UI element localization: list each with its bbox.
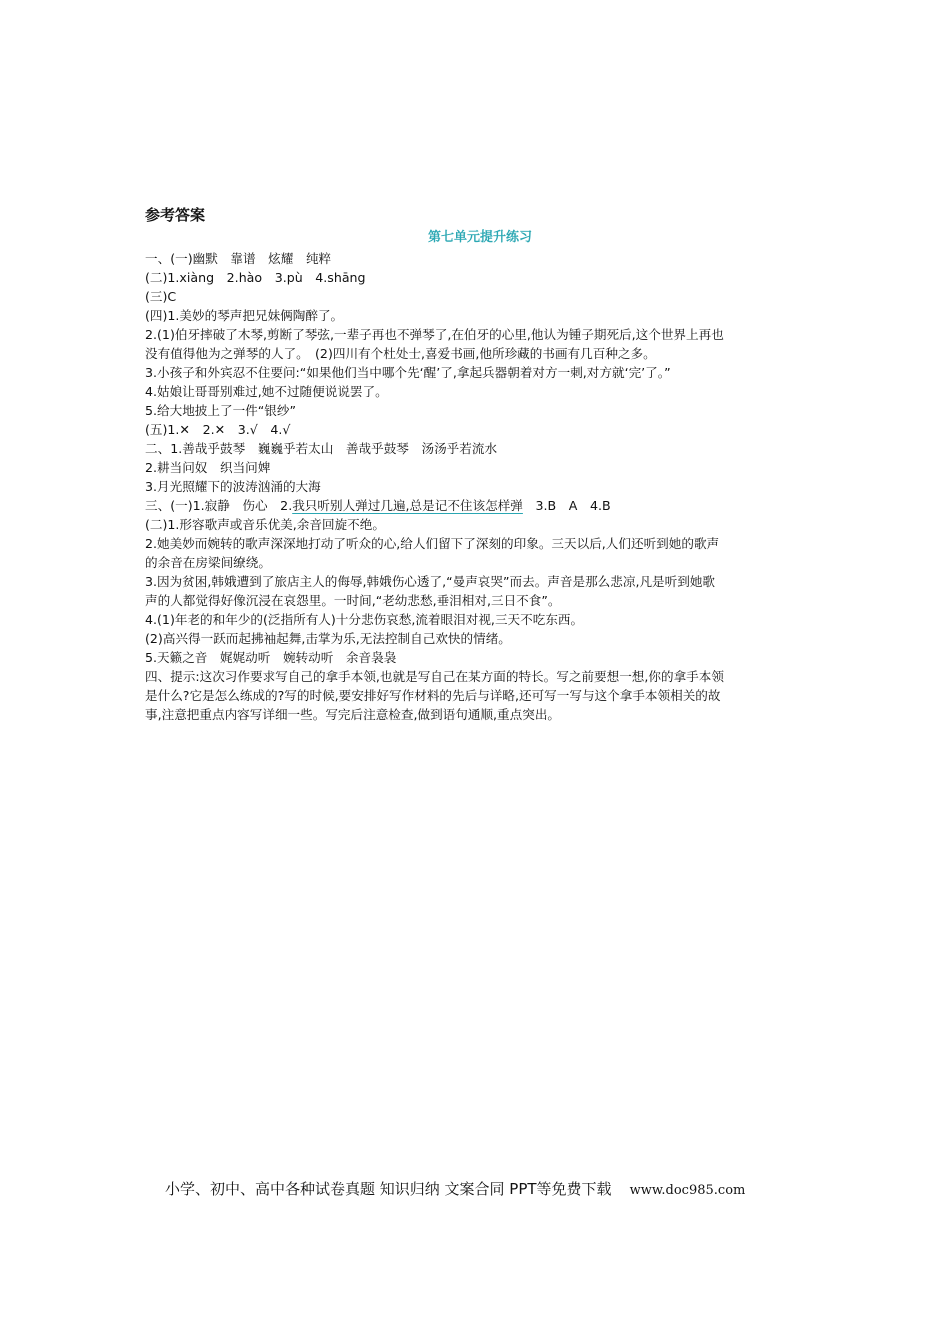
answer-line: 3.月光照耀下的波涛汹涌的大海 [145,479,321,494]
answer-line: 4.(1)年老的和年少的(泛指所有人)十分悲伤哀愁,流着眼泪对视,三天不吃东西。 [145,612,584,627]
answer-line: 2.(1)伯牙摔破了木琴,剪断了琴弦,一辈子再也不弹琴了,在伯牙的心里,他认为锺子期死后,这个世界上再也 [145,327,724,342]
answer-line: 3.小孩子和外宾忍不住要问:“如果他们当中哪个先‘醒’了,拿起兵器朝着对方一刺,对方就‘完’了。” [145,365,671,380]
answer-line: 3.因为贫困,韩娥遭到了旅店主人的侮辱,韩娥伤心透了,“曼声哀哭”而去。声音是那么悲凉,凡是听到她歌 [145,574,716,589]
footer-url[interactable]: www.doc985.com [629,1183,746,1198]
answer-line: 四、提示:这次习作要求写自己的拿手本领,也就是写自己在某方面的特长。写之前要想一想,你的拿手本领 [145,669,724,684]
answer-line: (二)1.形容歌声或音乐优美,余音回旋不绝。 [145,517,385,532]
answer-line: 二、1.善哉乎鼓琴 巍巍乎若太山 善哉乎鼓琴 汤汤乎若流水 [145,441,498,456]
answer-line: 一、(一)幽默 靠谱 炫耀 纯粹 [145,251,332,266]
answer-line: 5.天籁之音 娓娓动听 婉转动听 余音袅袅 [145,650,397,665]
footer-text: 小学、初中、高中各种试卷真题 知识归纳 文案合同 PPT等免费下载 [165,1180,612,1198]
answer-line-three [145,496,815,515]
answer-line: (三)C [145,289,177,304]
line-prefix: 三、(一)1.寂静 伤心 2. [145,498,293,513]
underlined-answer: 我只听别人弹过几遍,总是记不住该怎样弹 [292,498,523,513]
page-footer [165,1179,745,1201]
answer-line: 的余音在房梁间缭绕。 [145,555,271,570]
page-heading: 参考答案 [145,206,206,224]
answer-line: 2.耕当问奴 织当问婢 [145,460,271,475]
answer-line: 5.给大地披上了一件“银纱” [145,403,297,418]
line-suffix: 3.B A 4.B [522,498,611,513]
answer-lines [145,249,815,724]
answer-line: 是什么?它是怎么练成的?写的时候,要安排好写作材料的先后与详略,还可写一写与这个拿手本领相关的故 [145,688,721,703]
section-title: 第七单元提升练习 [427,230,532,245]
answer-line: (五)1.✕ 2.✕ 3.√ 4.√ [145,422,291,437]
answer-line: (二)1.xiàng 2.hào 3.pù 4.shāng [145,270,366,285]
answer-line: 声的人都觉得好像沉浸在哀怨里。一时间,“老幼悲愁,垂泪相对,三日不食”。 [145,593,561,608]
answer-line: (2)高兴得一跃而起拂袖起舞,击掌为乐,无法控制自己欢快的情绪。 [145,631,511,646]
answer-line: 没有值得他为之弹琴的人了。 (2)四川有个杜处士,喜爱书画,他所珍藏的书画有几百种之多。 [145,346,656,361]
answer-line: 2.她美妙而婉转的歌声深深地打动了听众的心,给人们留下了深刻的印象。三天以后,人们还听到她的歌声 [145,536,720,551]
answer-line: (四)1.美妙的琴声把兄妹俩陶醉了。 [145,308,344,323]
answer-line: 4.姑娘让哥哥别难过,她不过随便说说罢了。 [145,384,388,399]
answer-document [145,205,815,724]
answer-line: 事,注意把重点内容写详细一些。写完后注意检查,做到语句通顺,重点突出。 [145,707,561,722]
